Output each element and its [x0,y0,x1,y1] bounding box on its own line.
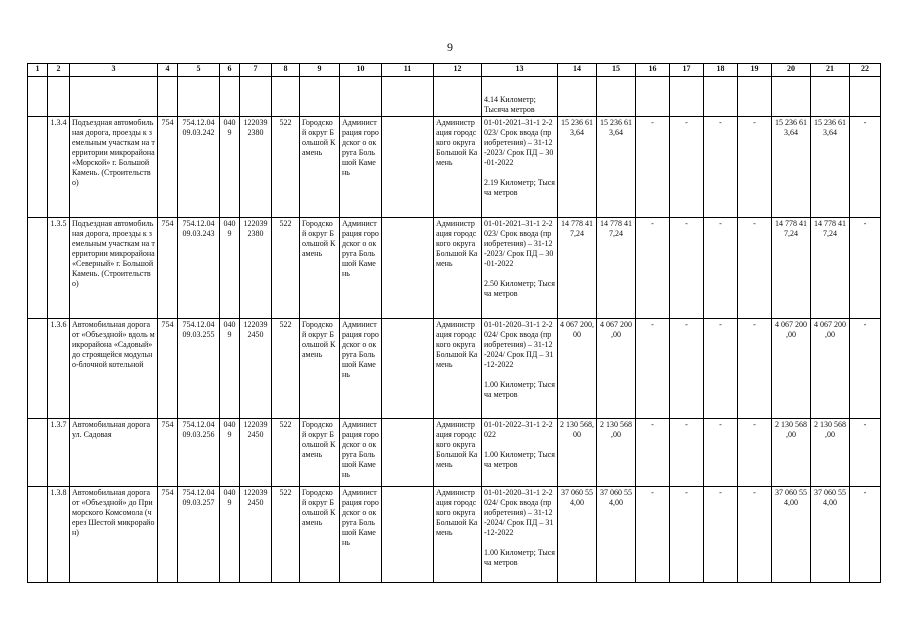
cell-col14: 15 236 61 3,64 [558,117,597,218]
cell-col16: - [636,117,670,218]
cell-col4: 754 [158,487,178,583]
cell-col22: - [850,319,881,419]
cell-col22: - [850,487,881,583]
cell-col15: 37 060 55 4,00 [597,487,636,583]
cell-col19: - [738,419,772,487]
cell-col12: Администр ация городского округа Большой Камень [434,419,482,487]
cell-col7: 122039 2450 [240,487,272,583]
cell-col5: 754.12.04 09.03.256 [178,419,220,487]
cell-col22: - [850,117,881,218]
cell-col9: Городско й округ Большой Камень [300,487,340,583]
cell-col1 [28,487,48,583]
cell-col7: 122039 2380 [240,117,272,218]
cell-col3: Автомобильная дорога ул. Садовая [70,419,158,487]
cell-col3: Подъездная автомобильная дорога, проезды к земельным участкам на территории микрорайона «Морской» г. Большой Камень. (Строительство) [70,117,158,218]
col-header: 6 [220,64,240,77]
cell-col14: 4 067 200, 00 [558,319,597,419]
cell-col6: 0409 [220,117,240,218]
cell-col18: - [704,218,738,319]
cell-col17: - [670,117,704,218]
cell-col20: 14 778 41 7,24 [772,218,811,319]
cell-col21: 37 060 55 4,00 [811,487,850,583]
unit-cell: 4.14 Километр; Тысяча метров [482,77,558,117]
cell-col15: 15 236 61 3,64 [597,117,636,218]
col-header: 21 [811,64,850,77]
col-header: 5 [178,64,220,77]
cell-col18: - [704,319,738,419]
cell-col2: 1.3.6 [48,319,70,419]
cell-col8: 522 [272,419,300,487]
budget-table [27,63,881,583]
col-header: 10 [340,64,382,77]
cell-col5: 754.12.04 09.03.243 [178,218,220,319]
cell-col5: 754.12.04 09.03.257 [178,487,220,583]
col-header: 17 [670,64,704,77]
cell-col8: 522 [272,117,300,218]
cell-col18: - [704,117,738,218]
col-header: 18 [704,64,738,77]
col-header: 20 [772,64,811,77]
cell-col17: - [670,218,704,319]
cell-col21: 4 067 200 ,00 [811,319,850,419]
cell-col16: - [636,419,670,487]
cell-col21: 2 130 568 ,00 [811,419,850,487]
cell-col22: - [850,419,881,487]
cell-col13: 01-01-2021–31-1 2-2023/ Срок ввода (приобретения) – 31-12-2023/ Срок ПД – 30-01-2022 2.19 Километр; Тысяча метров [482,117,558,218]
cell-col3: Автомобильная дорога от «Объездной» вдоль микрорайона «Садовый» до строящейся модульно-блочной котельной [70,319,158,419]
table-row [28,319,881,419]
cell-col13: 01-01-2022–31-1 2-2022 1.00 Километр; Тысяча метров [482,419,558,487]
cell-col3: Автомобильная дорога от «Объездной» до Приморского Комсомола (через Шестой микрорайон) [70,487,158,583]
cell-col4: 754 [158,218,178,319]
cell-col20: 4 067 200 ,00 [772,319,811,419]
col-header: 9 [300,64,340,77]
cell-col10: Админист рация городског о округа Большой Камень [340,319,382,419]
cell-col8: 522 [272,487,300,583]
cell-col14: 2 130 568, 00 [558,419,597,487]
cell-col9: Городско й округ Большой Камень [300,419,340,487]
cell-col21: 14 778 41 7,24 [811,218,850,319]
cell-col9: Городско й округ Большой Камень [300,218,340,319]
cell-col5: 754.12.04 09.03.242 [178,117,220,218]
cell-col3: Подъездная автомобильная дорога, проезды к земельным участкам на территории микрорайона «Северный» г. Большой Камень. (Строительство) [70,218,158,319]
col-header: 19 [738,64,772,77]
cell-col7: 122039 2450 [240,319,272,419]
cell-col22: - [850,218,881,319]
col-header: 7 [240,64,272,77]
table-row [28,419,881,487]
cell-col1 [28,218,48,319]
cell-col18: - [704,487,738,583]
cell-col11 [382,319,434,419]
cell-col10: Админист рация городског о округа Большой Камень [340,487,382,583]
cell-col2: 1.3.5 [48,218,70,319]
cell-col15: 14 778 41 7,24 [597,218,636,319]
col-header: 13 [482,64,558,77]
cell-col2: 1.3.4 [48,117,70,218]
cell-col11 [382,487,434,583]
cell-col8: 522 [272,218,300,319]
col-header: 22 [850,64,881,77]
cell-col4: 754 [158,419,178,487]
col-header: 1 [28,64,48,77]
cell-col4: 754 [158,117,178,218]
cell-col13: 01-01-2021–31-1 2-2023/ Срок ввода (приобретения) – 31-12-2023/ Срок ПД – 30-01-2022 2.50 Километр; Тысяча метров [482,218,558,319]
cell-col18: - [704,419,738,487]
cell-col10: Админист рация городског о округа Большой Камень [340,419,382,487]
cell-col4: 754 [158,319,178,419]
cell-col19: - [738,117,772,218]
col-header: 15 [597,64,636,77]
cell-col2: 1.3.8 [48,487,70,583]
col-header: 8 [272,64,300,77]
cell-col6: 0409 [220,319,240,419]
cell-col21: 15 236 61 3,64 [811,117,850,218]
col-header: 16 [636,64,670,77]
cell-col7: 122039 2450 [240,419,272,487]
cell-col6: 0409 [220,419,240,487]
cell-col8: 522 [272,319,300,419]
cell-col14: 14 778 41 7,24 [558,218,597,319]
col-header: 4 [158,64,178,77]
column-number-row [28,64,881,77]
cell-col6: 0409 [220,218,240,319]
cell-col15: 4 067 200 ,00 [597,319,636,419]
cell-col19: - [738,487,772,583]
cell-col9: Городско й округ Большой Камень [300,117,340,218]
col-header: 14 [558,64,597,77]
cell-col11 [382,218,434,319]
cell-col6: 0409 [220,487,240,583]
cell-col7: 122039 2380 [240,218,272,319]
cell-col12: Администр ация городского округа Большой Камень [434,319,482,419]
cell-col10: Админист рация городског о округа Большой Камень [340,117,382,218]
cell-col16: - [636,218,670,319]
cell-col12: Администр ация городского округа Большой Камень [434,218,482,319]
cell-col12: Администр ация городского округа Большой Камень [434,117,482,218]
col-header: 2 [48,64,70,77]
table-row [28,218,881,319]
table-row [28,117,881,218]
cell-col15: 2 130 568 ,00 [597,419,636,487]
cell-col20: 37 060 55 4,00 [772,487,811,583]
cell-col10: Админист рация городског о округа Большой Камень [340,218,382,319]
cell-col5: 754.12.04 09.03.255 [178,319,220,419]
col-header: 11 [382,64,434,77]
cell-col1 [28,319,48,419]
cell-col12: Администр ация городского округа Большой Камень [434,487,482,583]
cell-col11 [382,419,434,487]
cell-col17: - [670,319,704,419]
cell-col1 [28,419,48,487]
cell-col13: 01-01-2020–31-1 2-2024/ Срок ввода (приобретения) – 31-12-2024/ Срок ПД – 31-12-2022 1.00 Километр; Тысяча метров [482,487,558,583]
cell-col14: 37 060 55 4,00 [558,487,597,583]
cell-col1 [28,117,48,218]
cell-col11 [382,117,434,218]
cell-col20: 15 236 61 3,64 [772,117,811,218]
cell-col13: 01-01-2020–31-1 2-2024/ Срок ввода (приобретения) – 31-12-2024/ Срок ПД – 31-12-2022 1.00 Километр; Тысяча метров [482,319,558,419]
cell-col2: 1.3.7 [48,419,70,487]
table-row [28,487,881,583]
cell-col16: - [636,487,670,583]
cell-col20: 2 130 568 ,00 [772,419,811,487]
cell-col17: - [670,487,704,583]
cell-col19: - [738,319,772,419]
continuation-row [28,77,881,117]
col-header: 12 [434,64,482,77]
cell-col19: - [738,218,772,319]
page-number: 9 [447,40,453,54]
cell-col16: - [636,319,670,419]
cell-col9: Городско й округ Большой Камень [300,319,340,419]
col-header: 3 [70,64,158,77]
cell-col17: - [670,419,704,487]
